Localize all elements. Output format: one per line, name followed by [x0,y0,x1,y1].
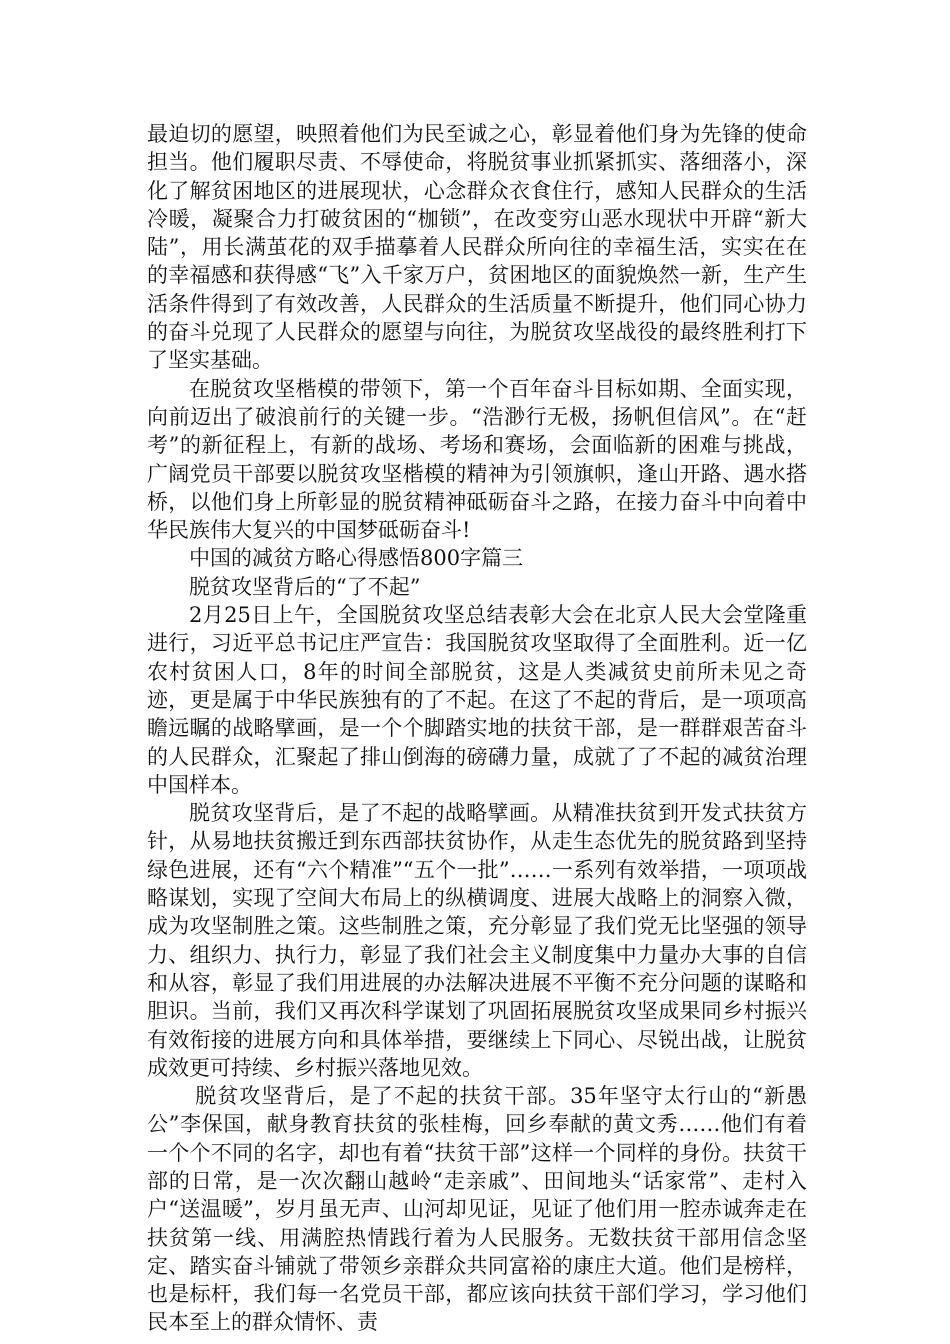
document-page [147,120,807,1337]
section-title: 中国的减贫方略心得感悟800字篇三 [189,546,524,571]
paragraph-strategy: 脱贫攻坚背后，是了不起的战略擘画。从精准扶贫到开发式扶贫方针，从易地扶贫搬迁到东西部扶贫协作，从走生态优先的脱贫路到坚持绿色进展，还有“六个精准”“五个一批”……一系列有效举措，一项项战略谋划，实现了空间大布局上的纵横调度、进展大战略上的洞察入微，成为攻坚制胜之策。这些制胜之策，充分彰显了我们党无比坚强的领导力、组织力、执行力，彰显了我们社会主义制度集中力量办大事的自信和从容，彰显了我们用进展的办法解决进展不平衡不充分问题的谋略和胆识。当前，我们又再次科学谋划了巩固拓展脱贫攻坚成果同乡村振兴有效衔接的进展方向和具体举措，要继续上下同心、尽锐出战，让脱贫成效更可持续、乡村振兴落地见效。 [147,801,807,1080]
paragraph-role-models: 在脱贫攻坚楷模的带领下，第一个百年奋斗目标如期、全面实现，向前迈出了破浪前行的关键一步。“浩渺行无极，扬帆但信风”。在“赶考”的新征程上，有新的战场、考场和赛场，会面临新的困难与挑战，广阔党员干部要以脱贫攻坚楷模的精神为引领旗帜，逢山开路、遇水搭桥，以他们身上所彰显的脱贫精神砥砺奋斗之路，在接力奋斗中向着中华民族伟大复兴的中国梦砥砺奋斗! [147,376,807,543]
paragraph-cadres: 脱贫攻坚背后，是了不起的扶贫干部。35年坚守太行山的“新愚公”李保国，献身教育扶贫的张桂梅，回乡奉献的黄文秀……他们有着一个个不同的名字，却也有着“扶贫干部”这样一个同样的身份。扶贫干部的日常，是一次次翻山越岭“走亲戚”、田间地头“话家常”、走村入户“送温暖”，岁月虽无声、山河却见证，见证了他们用一腔赤诚奔走在扶贫第一线、用满腔热情践行着为人民服务。无数扶贫干部用信念坚定、踏实奋斗铺就了带领乡亲群众共同富裕的康庄大道。他们是榜样，也是标杆，我们每一名党员干部，都应该向扶贫干部们学习，学习他们民本至上的群众情怀、责 [147,1084,807,1335]
article-title: 脱贫攻坚背后的“了不起” [189,574,421,599]
paragraph-continuation: 最迫切的愿望，映照着他们为民至诚之心，彰显着他们身为先锋的使命担当。他们履职尽责、不辱使命，将脱贫事业抓紧抓实、落细落小，深化了解贫困地区的进展现状，心念群众衣食住行，感知人民群众的生活冷暖，凝聚合力打破贫困的“枷锁”，在改变穷山恶水现状中开辟“新大陆”，用长满茧花的双手描摹着人民群众所向往的幸福生活，实实在在的幸福感和获得感“飞”入千家万户，贫困地区的面貌焕然一新，生产生活条件得到了有效改善，人民群众的生活质量不断提升，他们同心协力的奋斗兑现了人民群众的愿望与向往，为脱贫攻坚战役的最终胜利打下了坚实基础。 [147,122,807,373]
paragraph-conference: 2月25日上午，全国脱贫攻坚总结表彰大会在北京人民大会堂隆重进行，习近平总书记庄严宣告：我国脱贫攻坚取得了全面胜利。近一亿农村贫困人口，8年的时间全部脱贫，这是人类减贫史前所未见之奇迹，更是属于中华民族独有的了不起。在这了不起的背后，是一项项高瞻远瞩的战略擘画，是一个个脚踏实地的扶贫干部，是一群群艰苦奋斗的人民群众，汇聚起了排山倒海的磅礴力量，成就了了不起的减贫治理中国样本。 [147,603,807,797]
